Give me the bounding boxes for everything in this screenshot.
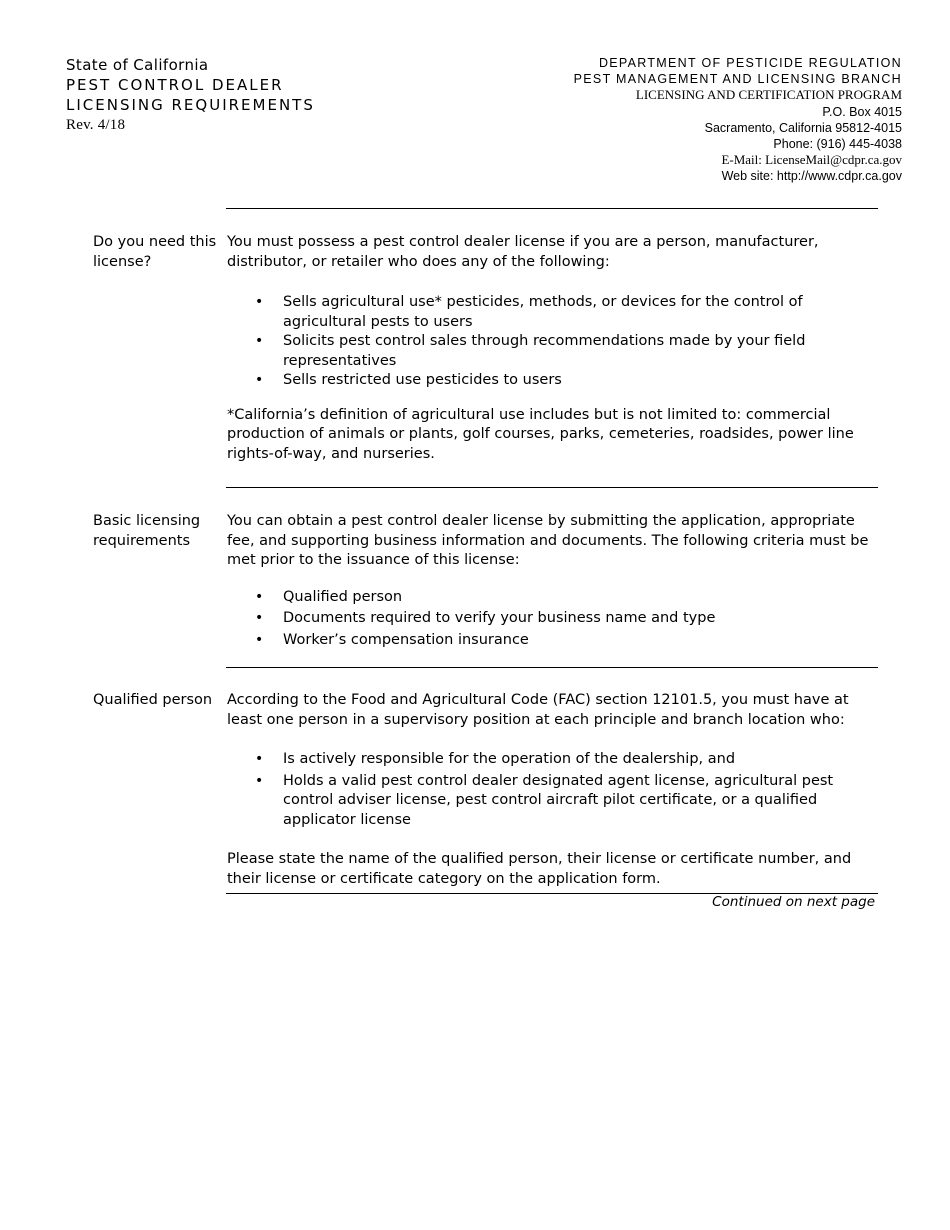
need-license-intro: You must possess a pest control dealer license if you are a person, manufacturer, distributor, or retailer who does any of the following: <box>227 234 819 270</box>
list-item: • Holds a valid pest control dealer designated agent license, agricultural pest control adviser license, pest control aircraft pilot certificate, or a qualified applicator license <box>227 772 877 831</box>
continued-note: Continued on next page <box>712 894 875 910</box>
email-address: E-Mail: LicenseMail@cdpr.ca.gov <box>721 152 902 168</box>
list-item: • Sells agricultural use* pesticides, methods, or devices for the control of agricultural pests to users <box>227 293 877 332</box>
list-item: • Documents required to verify your business name and type <box>227 609 877 629</box>
agricultural-use-footnote: *California’s definition of agricultural use includes but is not limited to: commercial production of animals or plants, golf courses, parks, cemeteries, roadsides, power line rights-of-way, and nurseries. <box>227 406 854 462</box>
qualified-person-bullet-list <box>227 750 877 830</box>
state-name: State of California <box>66 56 209 74</box>
branch-name: PEST MANAGEMENT AND LICENSING BRANCH <box>573 72 902 87</box>
section-label-qualified-person: Qualified person <box>93 692 213 708</box>
po-box: P.O. Box 4015 <box>822 104 902 119</box>
document-title-block <box>66 55 315 135</box>
section-divider <box>226 667 878 668</box>
need-license-bullet-list <box>227 293 877 391</box>
basic-requirements-bullet-list <box>227 588 877 651</box>
section-divider <box>226 208 878 209</box>
list-item: • Worker’s compensation insurance <box>227 631 877 651</box>
section-divider <box>226 487 878 488</box>
document-title-line2: LICENSING REQUIREMENTS <box>66 96 315 114</box>
list-item: • Sells restricted use pesticides to users <box>227 371 877 391</box>
phone-number: Phone: (916) 445-4038 <box>773 137 902 152</box>
section-body-need-license <box>227 233 877 464</box>
list-item: • Is actively responsible for the operation of the dealership, and <box>227 750 877 770</box>
city-address: Sacramento, California 95812-4015 <box>704 120 902 135</box>
list-item: • Solicits pest control sales through recommendations made by your field representatives <box>227 332 877 371</box>
program-name: LICENSING AND CERTIFICATION PROGRAM <box>635 87 902 103</box>
section-body-qualified-person <box>227 691 877 889</box>
revision-date: Rev. 4/18 <box>66 117 126 133</box>
qualified-person-closing: Please state the name of the qualified person, their license or certificate number, and their license or certificate category on the application form. <box>227 851 852 887</box>
basic-requirements-intro: You can obtain a pest control dealer license by submitting the application, appropriate fee, and supporting business information and documents. The following criteria must be met prior to the issuance of this license: <box>227 513 869 568</box>
section-body-basic-requirements <box>227 512 877 650</box>
department-name: DEPARTMENT OF PESTICIDE REGULATION <box>598 56 902 70</box>
section-label-need-license: Do you need this license? <box>93 234 217 270</box>
section-label-basic-requirements: Basic licensing requirements <box>93 513 201 549</box>
department-address-block <box>574 55 902 185</box>
list-item: • Qualified person <box>227 588 877 608</box>
website-address: Web site: http://www.cdpr.ca.gov <box>721 169 902 184</box>
document-title-line1: PEST CONTROL DEALER <box>66 76 284 94</box>
qualified-person-intro: According to the Food and Agricultural Code (FAC) section 12101.5, you must have at least one person in a supervisory position at each principle and branch location who: <box>227 692 849 728</box>
